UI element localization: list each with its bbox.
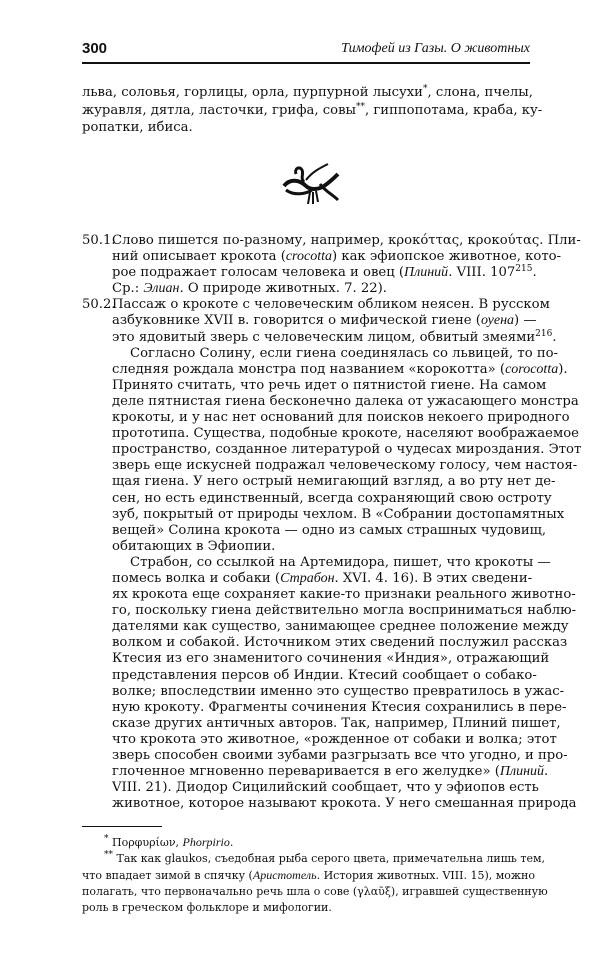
text-line: роль в греческом фольклоре и мифологии. [82, 901, 332, 914]
text-line: это ядовитый зверь с человеческим лицом, обвитый змеями$^{216}$. [112, 328, 557, 345]
text-line: щая гиена. У него острый немигающий взгляд, а во рту нет де- [112, 474, 556, 490]
italic-text: crocotta [285, 249, 332, 265]
page-number: 300 [82, 40, 108, 57]
text-line: что крокота это животное, «рожденное от собаки и волка; этот [112, 731, 557, 747]
text-line: Ктесия из его знаменитого сочинения «Индия», отражающий [112, 651, 550, 667]
text-line: прототипа. Существа, подобные крокоте, населяют воображаемое [112, 426, 579, 442]
text-line: Слово пишется по-разному, например, κροκόττας, κροκούτας. Пли- 50.1. [82, 233, 581, 248]
footnote-divider [82, 826, 162, 827]
text-line: рое подражает голосам человека и овец (Плиний. VIII. $107^{215}$. [112, 264, 537, 281]
text-line: что впадает зимой в спячку (Аристотель. История животных. VIII. 15), можно [82, 868, 535, 882]
footnote-ref: ** [104, 849, 113, 860]
italic-text: Элиан [143, 281, 180, 297]
footnote-ref: * [104, 834, 109, 844]
note-number: 50.1. [82, 233, 116, 248]
text-line: Страбон, со ссылкой на Артемидора, пишет, что крокоты — [130, 554, 551, 570]
text-line: Принято считать, что речь идет о пятнистой гиене. На самом [112, 377, 547, 393]
text-line: * Πορφυρίων, Phorpirio. [104, 834, 234, 849]
text-line: следняя рождала монстра под названием «корокотта» (corocotta). [112, 361, 568, 377]
text-line: деле пятнистая гиена бесконечно далека от ужасающего монстра [112, 393, 579, 409]
text-line: помесь волка и собаки (Страбон. XVI. 4. 16). В этих сведени- [112, 570, 533, 586]
text-line: зверь еще искусней подражал человеческому голосу, чем настоя- [112, 458, 578, 474]
text-line: азбуковнике XVII в. говорится о мифической гиене (оуена) — [112, 313, 537, 329]
body-text-continuation [82, 84, 543, 137]
text-line: зуб, покрытый от природы чехлом. В «Собрании достопамятных [112, 506, 565, 522]
text-line: ропатки, ибиса. [82, 120, 193, 135]
text-line: полагать, что первоначально речь шла о сове (γλαῦξ), игравшей существенную [82, 884, 548, 898]
text-line: VIII. 21). Диодор Сицилийский сообщает, что у эфиопов есть [112, 780, 539, 796]
text-line: животное, которое называют крокота. У него смешанная природа [112, 796, 577, 812]
text-line: ний описывает крокота (crocotta) как эфиопское животное, кото- [112, 249, 562, 265]
footnote-ref: 216 [535, 328, 553, 339]
text-line: пространство, созданное литературой о чудесах мироздания. Этот [112, 442, 582, 458]
lizard-ornament-icon [280, 160, 340, 210]
text-line: ** Так как glaukos, съедобная рыба серого цвета, примечательна лишь тем, [104, 849, 546, 865]
text-line: волке; впоследствии именно это существо превратилось в ужас- [112, 683, 565, 699]
footnote-ref: * [422, 84, 428, 94]
running-header [82, 40, 530, 64]
text-line: дателями как существо, занимающее среднее положение между [112, 619, 569, 635]
text-line: львa, соловья, горлицы, орла, пурпурной лысухи*, слона, пчелы, [82, 84, 533, 100]
text-line: сказе других античных авторов. Так, например, Плиний пишет, [112, 715, 561, 731]
text-line: представления персов об Индии. Ктесий сообщает о собако- [112, 667, 537, 683]
text-line: ях крокота еще сохраняет какие-то признаки реального животно- [112, 587, 576, 603]
text-line: крокоты, и у нас нет оснований для поисков некоего природного [112, 410, 570, 426]
footnote-ref: ** [356, 101, 366, 112]
running-title: Тимофей из Газы. О животных [341, 41, 530, 56]
text-line: ную крокоту. Фрагменты сочинения Ктесия сохранились в пере- [112, 699, 567, 715]
text-line: вещей» Солина крокота — одно из самых страшных чудовищ, [112, 522, 547, 538]
text-line: Пассаж о крокоте с человеческим обликом неясен. В русском 50.2. [82, 297, 550, 313]
text-line: зверь способен своими зубами разгрызать все что угодно, и про- [112, 748, 568, 763]
italic-text: corocotta [505, 361, 559, 377]
text-line: Согласно Солину, если гиена соединялась со львицей, то по- [130, 345, 559, 361]
note-number: 50.2. [82, 297, 116, 313]
text-line: волком и собакой. Источником этих сведений послужил рассказ [112, 635, 568, 651]
text-line: журавля, дятла, ласточки, грифа, совы**, гиппопотама, краба, ку- [82, 101, 543, 118]
footnote-ref: 215 [515, 264, 533, 275]
text-line: Ср.: Элиан. О природе животных. 7. 22). [112, 281, 387, 297]
text-line: обитающих в Эфиопии. [112, 538, 276, 554]
italic-text: Phorpirio [182, 835, 230, 849]
italic-text: Плиний [404, 265, 449, 281]
text-line: глоченное мгновенно переваривается в его желудке» (Плиний. [112, 764, 549, 780]
italic-text: Аристотель [252, 868, 317, 882]
commentary-notes [82, 233, 582, 812]
italic-text: оуена [480, 313, 515, 329]
text-line: го, поскольку гиена действительно могла восприниматься наблю- [112, 603, 577, 619]
footnotes [82, 834, 548, 917]
italic-text: Страбон [280, 570, 335, 586]
italic-text: Плиний [499, 764, 545, 780]
text-line: сен, но есть единственный, всегда сохраняющий свою остроту [112, 490, 552, 506]
